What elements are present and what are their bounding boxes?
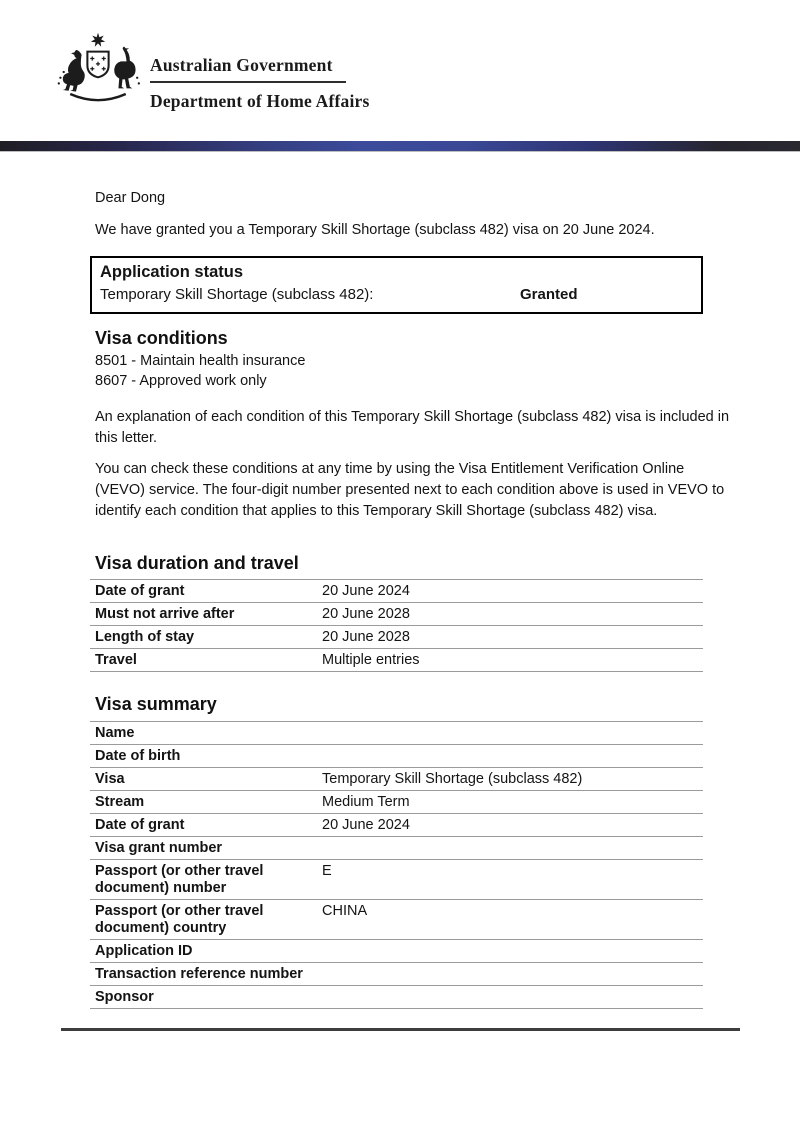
- row-label: Application ID: [95, 943, 193, 959]
- visa-summary-heading: Visa summary: [95, 694, 217, 714]
- row-value: [322, 748, 703, 765]
- table-row: [90, 745, 703, 768]
- application-status-box: [90, 256, 703, 314]
- row-label: Visa grant number: [95, 840, 223, 856]
- agency-line2: Department of Home Affairs: [150, 91, 370, 111]
- row-value: [322, 840, 703, 857]
- visa-duration-table: [90, 579, 703, 672]
- row-label: Length of stay: [95, 629, 195, 645]
- table-row: [90, 768, 703, 791]
- row-value: 20 June 2024: [322, 583, 410, 599]
- row-value: [322, 989, 703, 1006]
- row-label: Sponsor: [95, 989, 154, 1005]
- footer-rule: [61, 1028, 740, 1031]
- application-status-title: Application status: [100, 263, 244, 281]
- row-value: CHINA: [322, 903, 368, 919]
- row-label: Transaction reference number: [95, 966, 303, 982]
- row-label: Name: [95, 725, 135, 741]
- application-status-value: Granted: [520, 286, 578, 303]
- table-row: [90, 814, 703, 837]
- vevo-paragraph: You can check these conditions at any time by using the Visa Entitlement Verification Online (VEVO) service. The four-digit number presented next to each condition above is used in VEVO to identify each condition that applies to this Temporary Skill Shortage (subclass 482) visa.: [95, 461, 725, 519]
- header-gradient-band: [0, 141, 800, 152]
- row-value: [322, 966, 703, 983]
- visa-duration-heading: Visa duration and travel: [95, 553, 299, 573]
- table-row: [90, 722, 703, 745]
- table-row: [90, 940, 703, 963]
- condition-item: 8607 - Approved work only: [95, 372, 267, 389]
- row-label: Stream: [95, 794, 145, 810]
- row-value: E: [322, 863, 332, 879]
- row-value: 20 June 2028: [322, 606, 410, 622]
- application-status-item: Temporary Skill Shortage (subclass 482):: [100, 286, 374, 303]
- row-label: Date of birth: [95, 748, 181, 764]
- application-status-row: [100, 286, 693, 303]
- greeting: Dear Dong: [95, 190, 166, 206]
- table-row: [90, 837, 703, 860]
- table-row: [90, 900, 703, 940]
- wordmark-divider: [150, 81, 346, 83]
- row-value: Temporary Skill Shortage (subclass 482): [322, 771, 583, 787]
- visa-summary-table: [90, 721, 703, 1009]
- row-label: Must not arrive after: [95, 606, 235, 622]
- table-row: [90, 626, 703, 649]
- row-value: [322, 725, 703, 742]
- agency-line1: Australian Government: [150, 55, 333, 75]
- row-label: Passport (or other travel document) country: [95, 903, 264, 936]
- table-row: [90, 860, 703, 900]
- row-label: Date of grant: [95, 583, 185, 599]
- visa-conditions-heading: Visa conditions: [95, 328, 228, 348]
- table-row: [90, 963, 703, 986]
- explanation-paragraph: An explanation of each condition of this Temporary Skill Shortage (subclass 482) visa is included in this letter.: [95, 409, 730, 446]
- australian-coat-of-arms-icon: [49, 31, 147, 118]
- row-value: 20 June 2028: [322, 629, 410, 645]
- row-value: 20 June 2024: [322, 817, 410, 833]
- condition-item: 8501 - Maintain health insurance: [95, 353, 306, 369]
- table-row: [90, 580, 703, 603]
- row-value: [322, 943, 703, 960]
- agency-wordmark: [150, 55, 370, 112]
- table-row: [90, 603, 703, 626]
- row-label: Passport (or other travel document) number: [95, 863, 264, 896]
- row-value: Medium Term: [322, 794, 410, 810]
- row-value: Multiple entries: [322, 652, 420, 668]
- intro-paragraph: We have granted you a Temporary Skill Shortage (subclass 482) visa on 20 June 2024.: [95, 222, 655, 238]
- row-label: Travel: [95, 652, 137, 668]
- table-row: [90, 649, 703, 672]
- table-row: [90, 791, 703, 814]
- table-row: [90, 986, 703, 1009]
- row-label: Visa: [95, 771, 125, 787]
- row-label: Date of grant: [95, 817, 185, 833]
- visa-conditions-list: [95, 352, 305, 391]
